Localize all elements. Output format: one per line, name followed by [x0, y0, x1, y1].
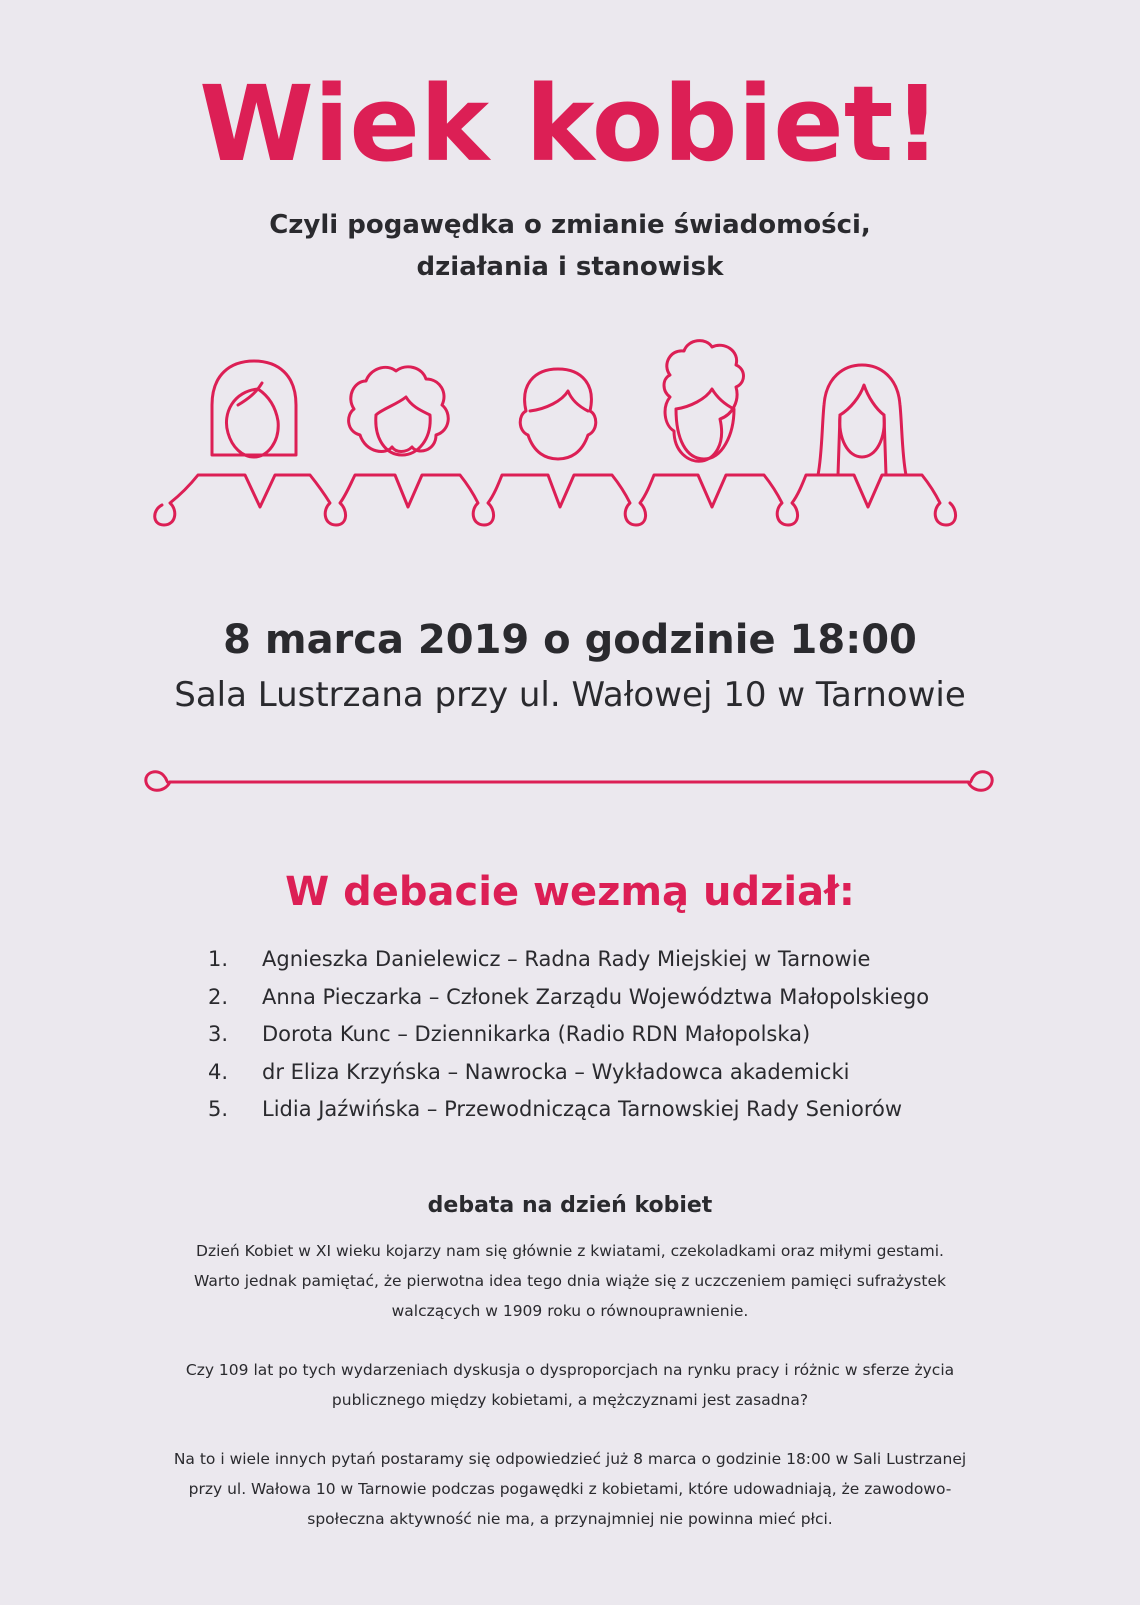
participants-list [208, 941, 929, 1129]
info-paragraph-3: Na to i wiele innych pytań postaramy się odpowiedzieć już 8 marca o godzinie 18:00 w Sali Lustrzanej przy ul. Wałowa 10 w Tarnowie podczas pogawędki z kobietami, które udowadniają, że zawodowo- społeczna aktywność nie ma, a przynajmniej nie powinna mieć płci. [173, 1450, 967, 1528]
debate-heading: W debacie wezmą udział: [285, 869, 855, 915]
list-item: 1. Agnieszka Danielewicz – Radna Rady Miejskiej w Tarnowie [208, 947, 871, 971]
poster-title: Wiek kobiet! [199, 63, 941, 185]
info-title: debata na dzień kobiet [427, 1193, 713, 1218]
info-paragraph-1: Dzień Kobiet w XI wieku kojarzy nam się głównie z kwiatami, czekoladkami oraz miłymi gestami. Warto jednak pamiętać, że pierwotna idea tego dnia wiąże się z uczczeniem pamięci sufrażystek walczących w 1909 roku o równouprawnienie. [194, 1242, 946, 1320]
info-paragraph-2: Czy 109 lat po tych wydarzeniach dyskusja o dysproporcjach na rynku pracy i różnic w sferze życia publicznego między kobietami, a mężczyznami jest zasadna? [185, 1361, 955, 1409]
list-item: 5. Lidia Jaźwińska – Przewodnicząca Tarnowskiej Rady Seniorów [208, 1097, 903, 1121]
women-figures-icon [150, 335, 970, 535]
info-body [130, 1236, 1010, 1563]
list-item: 3. Dorota Kunc – Dziennikarka (Radio RDN Małopolska) [208, 1022, 811, 1046]
poster-subtitle [0, 204, 1140, 288]
subtitle-line-1: Czyli pogawędka o zmianie świadomości, [269, 210, 871, 240]
list-item: 2. Anna Pieczarka – Członek Zarządu Województwa Małopolskiego [208, 984, 930, 1009]
list-item: 4. dr Eliza Krzyńska – Nawrocka – Wykładowca akademicki [208, 1059, 850, 1084]
subtitle-line-2: działania i stanowisk [416, 252, 724, 282]
divider-line-icon [140, 770, 1000, 800]
event-date-time: 8 marca 2019 o godzinie 18:00 [223, 617, 917, 663]
event-venue: Sala Lustrzana przy ul. Wałowej 10 w Tarnowie [174, 675, 966, 715]
